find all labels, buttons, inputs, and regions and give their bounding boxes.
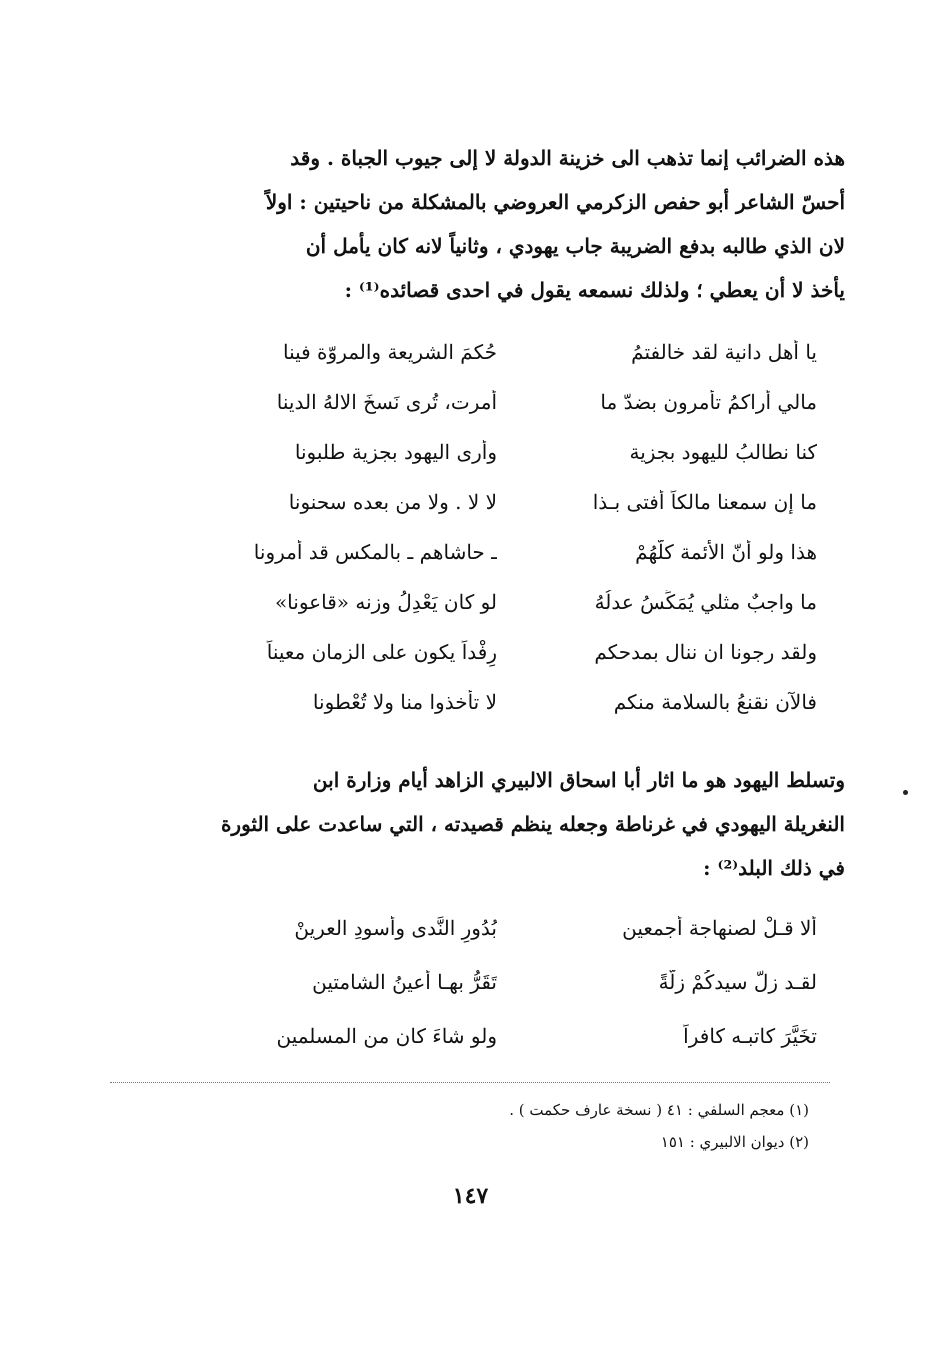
footnotes <box>249 1094 809 1158</box>
verse-line <box>207 916 817 970</box>
verse-line <box>207 640 817 690</box>
verse-second-hemistich: حُكمَ الشريعة والمروّة فينا <box>282 340 497 364</box>
page-number: ١٤٧ <box>452 1183 489 1209</box>
verse-second-hemistich: أمرت، تُرى نَسخَ الالهُ الدينا <box>276 390 497 414</box>
verse-second-hemistich: وأرى اليهود بجزية طلبونا <box>294 440 497 464</box>
paragraph-line: أحسّ الشاعر أبو حفص الزكرمي العروضي بالمشكلة من ناحيتين : اولاً <box>265 190 845 214</box>
verse-line <box>207 390 817 440</box>
verse-line <box>207 490 817 540</box>
poem-2 <box>207 916 817 1078</box>
verse-second-hemistich: رِفْداً يكون على الزمان معيناً <box>266 640 497 664</box>
verse-second-hemistich: تَقَرُّ بهـا أعينُ الشامتين <box>312 970 497 994</box>
verse-line <box>207 590 817 640</box>
verse-first-hemistich: تخَيَّرَ كاتبـه كافراً <box>683 1024 817 1048</box>
verse-first-hemistich: مالي أراكمُ تأمرون بضدّ ما <box>600 390 817 414</box>
footnote: (٢) ديوان الالبيري : ١٥١ <box>660 1133 809 1151</box>
verse-line <box>207 440 817 490</box>
verse-second-hemistich: لا تأخذوا منا ولا تُعْطونا <box>312 690 497 714</box>
verse-first-hemistich: ألا قـلْ لصنهاجة أجمعين <box>622 916 817 940</box>
verse-line <box>207 540 817 590</box>
verse-first-hemistich: لقـد زلّ سيدكُمْ زلّةً <box>658 970 817 994</box>
verse-first-hemistich: ولقد رجونا ان ننال بمدحكم <box>594 640 817 664</box>
paragraph-line: النغريلة اليهودي في غرناطة وجعله ينظم قصيدته ، التي ساعدت على الثورة <box>220 812 845 836</box>
verse-second-hemistich: ـ حاشاهم ـ بالمكس قد أمرونا <box>253 540 497 564</box>
poem-1 <box>207 340 817 740</box>
verse-second-hemistich: بُدُورِ النَّدى وأُسودِ العرينْ <box>294 916 497 940</box>
verse-first-hemistich: كنا نطالبُ لليهود بجزية <box>629 440 817 464</box>
verse-second-hemistich: لو كان يَعْدِلُ وزنه «قاعونا» <box>274 590 497 614</box>
footnote-divider <box>110 1082 830 1083</box>
verse-first-hemistich: ما واجبٌ مثلي يُمَكِّسُ عدلُهُ <box>594 590 817 614</box>
paragraph-1 <box>175 136 845 312</box>
paragraph-line: في ذلك البلد⁽²⁾ : <box>703 856 845 880</box>
verse-first-hemistich: هذا ولو أنّ الأئمة كلّهُمْ <box>635 540 817 564</box>
verse-line <box>207 970 817 1024</box>
verse-line <box>207 1024 817 1078</box>
verse-line <box>207 690 817 740</box>
verse-first-hemistich: فالآن نقنعُ بالسلامة منكم <box>613 690 817 714</box>
paragraph-line: هذه الضرائب إنما تذهب الى خزينة الدولة لا إلى جيوب الجباة . وقد <box>290 146 845 170</box>
ink-speck <box>903 790 908 795</box>
verse-second-hemistich: ولو شاءَ كان من المسلمين <box>276 1024 497 1048</box>
verse-line <box>207 340 817 390</box>
paragraph-2 <box>175 758 845 890</box>
paragraph-line: لان الذي طالبه بدفع الضريبة جاب يهودي ، وثانياً لانه كان يأمل أن <box>305 234 845 258</box>
paragraph-line: وتسلط اليهود هو ما اثار أبا اسحاق الالبيري الزاهد أيام وزارة ابن <box>312 768 845 792</box>
paragraph-line: يأخذ لا أن يعطي ؛ ولذلك نسمعه يقول في احدى قصائده⁽¹⁾ : <box>344 278 845 302</box>
footnote: (١) معجم السلفي : ٤١ ( نسخة عارف حكمت ) . <box>509 1101 809 1119</box>
verse-second-hemistich: لا لا . ولا من بعده سحنونا <box>288 490 497 514</box>
verse-first-hemistich: يا أهل دانية لقد خالفتمُ <box>631 340 817 364</box>
verse-first-hemistich: ما إن سمعنا مالكاً أفتى بـذا <box>592 490 817 514</box>
